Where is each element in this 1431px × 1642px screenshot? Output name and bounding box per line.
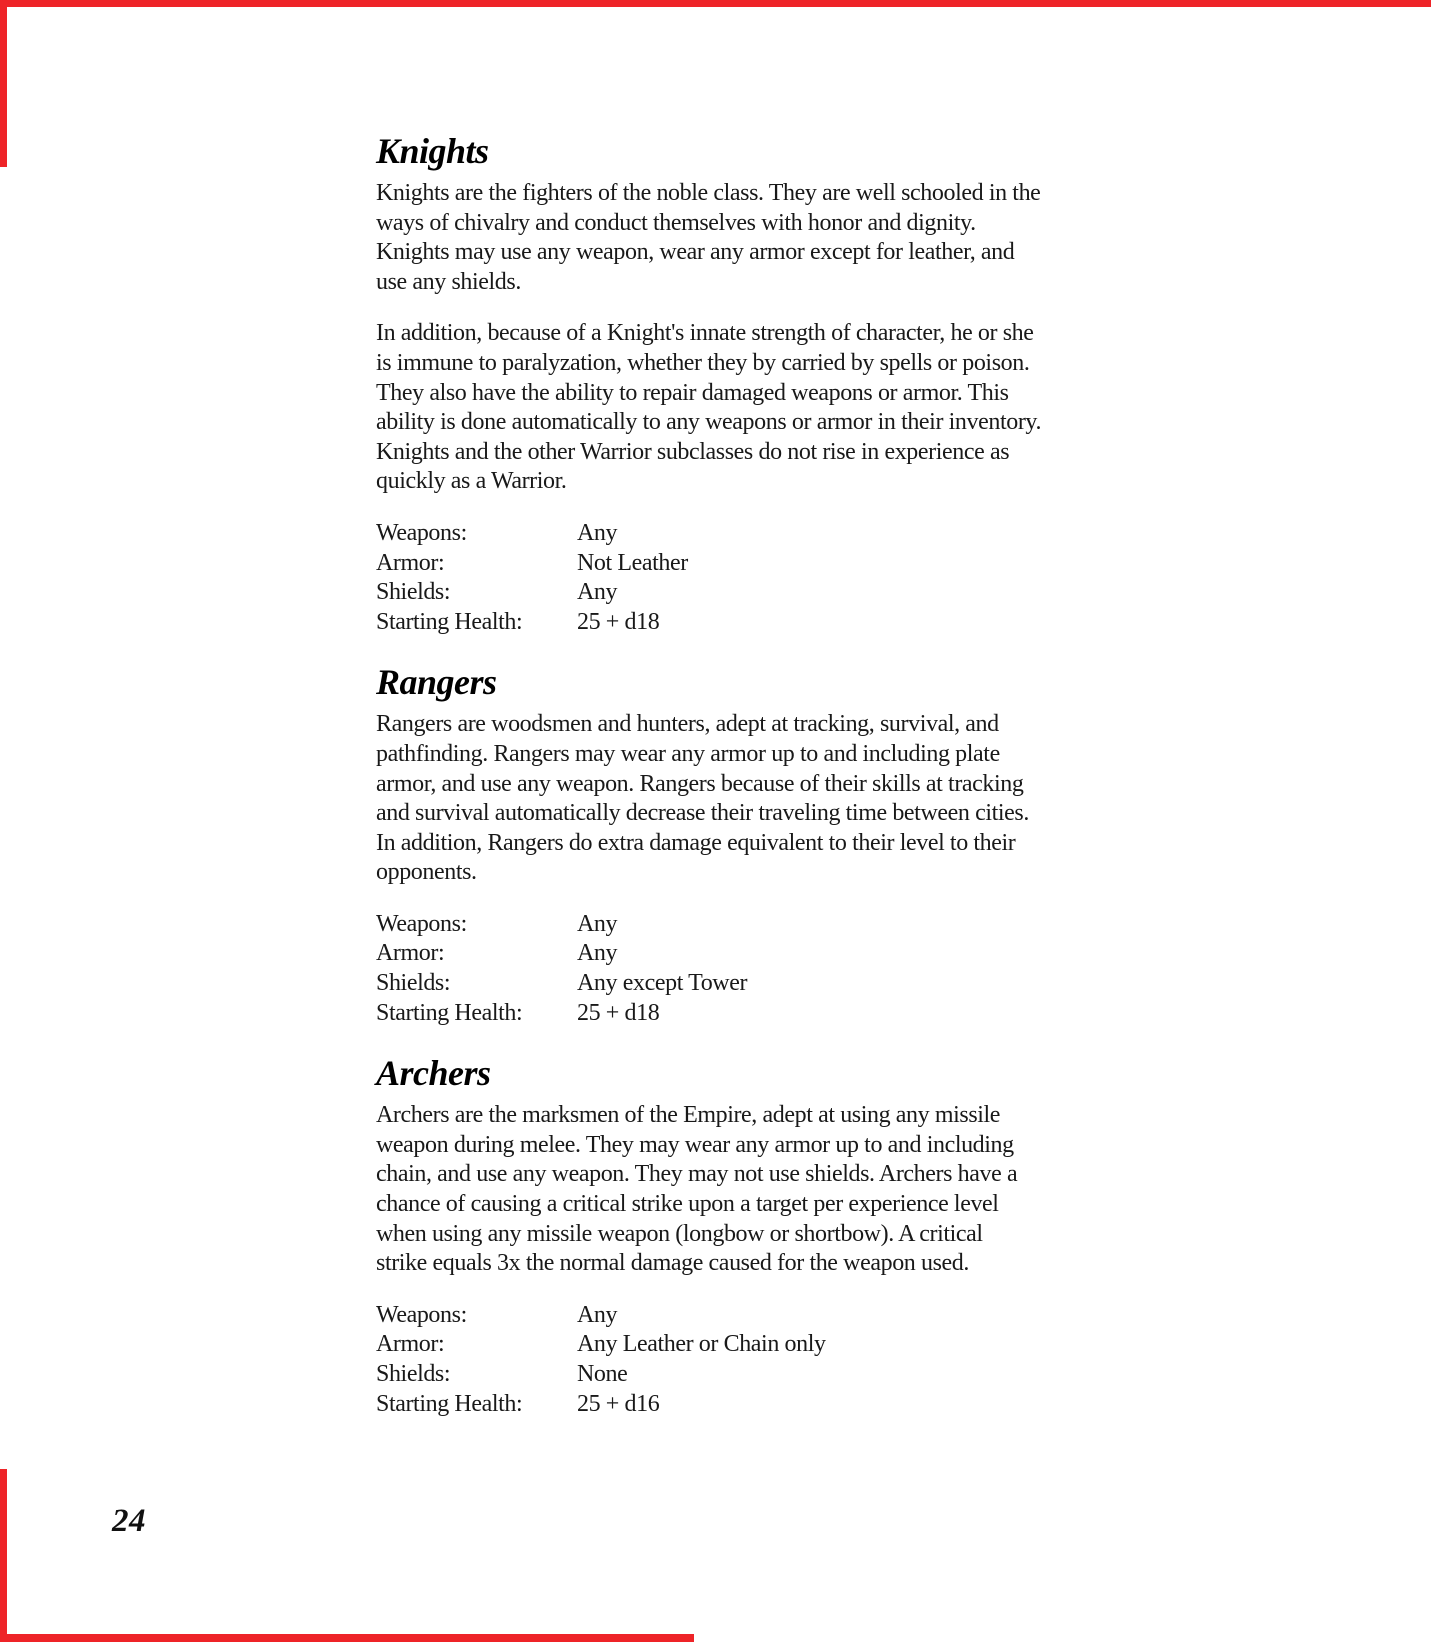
text-line: strike equals 3x the normal damage caused for the weapon used. <box>376 1250 969 1277</box>
stat-value: Any <box>577 519 618 546</box>
stat-label: Weapons: <box>376 1301 467 1328</box>
stat-label: Starting Health: <box>376 1390 523 1417</box>
paragraph <box>376 179 1151 297</box>
text-line: chance of causing a critical strike upon a target per experience level <box>376 1191 999 1218</box>
class-section <box>376 132 1151 637</box>
stat-row <box>376 1390 1151 1420</box>
stat-label: Weapons: <box>376 519 467 546</box>
stat-row <box>376 1330 1151 1360</box>
stat-value: Any <box>577 1301 618 1328</box>
red-page-edge-bottom <box>0 1634 694 1642</box>
stat-row <box>376 999 1151 1029</box>
stat-value: Any <box>577 940 618 967</box>
stat-value: Any except Tower <box>577 970 748 997</box>
stat-value: 25 + d16 <box>577 1390 660 1417</box>
text-line: when using any missile weapon (longbow or shortbow). A critical <box>376 1220 983 1247</box>
stat-row <box>376 1360 1151 1390</box>
text-line: weapon during melee. They may wear any armor up to and including <box>376 1131 1014 1158</box>
stat-value: Not Leather <box>577 549 688 576</box>
text-line: They also have the ability to repair damaged weapons or armor. This <box>376 379 1009 406</box>
section-heading: Rangers <box>376 662 497 703</box>
stats-table <box>376 1301 1151 1419</box>
text-line: use any shields. <box>376 268 521 295</box>
stat-value: 25 + d18 <box>577 608 660 635</box>
stat-label: Shields: <box>376 970 451 997</box>
stat-value: Any Leather or Chain only <box>577 1331 826 1358</box>
stat-row <box>376 519 1151 549</box>
text-line: ways of chivalry and conduct themselves with honor and dignity. <box>376 209 976 236</box>
stat-row <box>376 1301 1151 1331</box>
stat-value: 25 + d18 <box>577 999 660 1026</box>
stats-table <box>376 519 1151 637</box>
text-line: Rangers are woodsmen and hunters, adept at tracking, survival, and <box>376 711 999 738</box>
text-line: Knights are the fighters of the noble class. They are well schooled in the <box>376 180 1041 206</box>
section-heading: Archers <box>376 1053 491 1094</box>
red-page-edge-left-top <box>0 0 7 167</box>
page-number: 24 <box>112 1503 146 1539</box>
text-line: In addition, because of a Knight's innate strength of character, he or she <box>376 320 1034 347</box>
section-heading: Knights <box>376 131 489 171</box>
text-line: chain, and use any weapon. They may not use shields. Archers have a <box>376 1161 1018 1188</box>
page-content <box>376 132 1151 1419</box>
red-page-edge-left-bottom <box>0 1469 7 1642</box>
stat-label: Starting Health: <box>376 608 523 635</box>
text-line: is immune to paralyzation, whether they by carried by spells or poison. <box>376 349 1030 376</box>
stat-label: Shields: <box>376 1361 451 1387</box>
paragraph <box>376 710 1151 888</box>
class-section <box>376 663 1151 1028</box>
stat-row <box>376 939 1151 969</box>
stat-row <box>376 578 1151 608</box>
stats-table <box>376 910 1151 1028</box>
text-line: Archers are the marksmen of the Empire, adept at using any missile <box>376 1102 1001 1129</box>
paragraph <box>376 1101 1151 1279</box>
stat-value: Any <box>577 910 618 937</box>
text-line: quickly as a Warrior. <box>376 468 567 495</box>
stat-label: Armor: <box>376 1331 445 1358</box>
stat-value: Any <box>577 579 618 606</box>
class-section <box>376 1054 1151 1419</box>
stat-row <box>376 910 1151 940</box>
text-line: ability is done automatically to any weapons or armor in their inventory. <box>376 409 1042 436</box>
stat-label: Starting Health: <box>376 999 523 1026</box>
stat-label: Armor: <box>376 940 445 967</box>
stat-label: Weapons: <box>376 910 467 937</box>
stat-row <box>376 969 1151 999</box>
paragraph <box>376 319 1151 497</box>
stat-label: Shields: <box>376 579 451 606</box>
text-line: armor, and use any weapon. Rangers because of their skills at tracking <box>376 770 1024 797</box>
stat-row <box>376 549 1151 579</box>
text-line: Knights may use any weapon, wear any armor except for leather, and <box>376 239 1015 266</box>
text-line: Knights and the other Warrior subclasses do not rise in experience as <box>376 438 1010 465</box>
text-line: opponents. <box>376 859 477 886</box>
stat-row <box>376 608 1151 638</box>
red-page-edge-top <box>0 0 1431 7</box>
stat-value: None <box>577 1361 628 1387</box>
stat-label: Armor: <box>376 549 445 576</box>
text-line: pathfinding. Rangers may wear any armor up to and including plate <box>376 740 1000 767</box>
text-line: and survival automatically decrease their traveling time between cities. <box>376 800 1029 827</box>
text-line: In addition, Rangers do extra damage equivalent to their level to their <box>376 829 1016 856</box>
